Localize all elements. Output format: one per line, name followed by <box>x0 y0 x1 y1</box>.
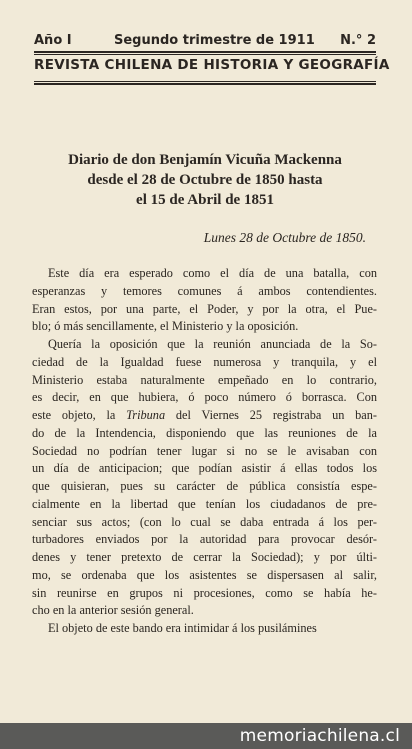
body-line: do de la Intendencia, disponiendo que las reuniones de la <box>32 425 377 440</box>
article-body <box>32 265 377 638</box>
header-rule-thin-top <box>34 54 376 55</box>
body-line: esperanzas y temores comunes á ambos contendientes. <box>32 283 377 298</box>
header-rule-thick-top <box>34 51 376 53</box>
body-line: Eran estos, por una parte, el Poder, y por la otra, el Pue- <box>32 301 377 316</box>
body-line: un día de anticipacion; que podían asistir á ellas todos los <box>32 461 377 476</box>
body-fragment: del Viernes 25 registraba un ban- <box>165 408 377 422</box>
header-rule-thin-bottom <box>34 81 376 82</box>
body-line: ciedad de la Igualdad fuese numerosa y tranquila, y el <box>32 354 377 369</box>
body-line: Quería la oposición que la reunión anunciada de la So- <box>48 337 377 351</box>
body-line: mo, se ordenaba que los asistentes se dispersasen al salir, <box>32 567 377 582</box>
body-line: Sociedad no podrían tener lugar si no se le avisaban con <box>32 443 377 458</box>
entry-dateline: Lunes 28 de Octubre de 1850. <box>203 230 366 245</box>
article-title-line-2: desde el 28 de Octubre de 1850 hasta <box>87 172 323 188</box>
article-title-line-1: Diario de don Benjamín Vicuña Mackenna <box>68 152 342 168</box>
body-line: sin reunirse en grupos ni procesiones, como se había he- <box>32 585 377 600</box>
body-line: es decir, en que hubiera, ó poco número ó borrasca. Con <box>32 390 377 405</box>
header-year: Año I <box>34 33 72 48</box>
body-line: Ministerio estaba naturalmente empeñado en lo contrario, <box>32 372 377 387</box>
running-header <box>34 30 376 52</box>
journal-title: REVISTA CHILENA DE HISTORIA Y GEOGRAFÍA <box>34 57 390 73</box>
article-title-line-3: el 15 de Abril de 1851 <box>136 192 274 208</box>
body-line: senciar sus actos; (con lo cual se daba entrada á los per- <box>32 514 377 529</box>
body-line-mixed <box>32 407 377 425</box>
header-period: Segundo trimestre de 1911 <box>114 33 315 48</box>
body-line: cho en la anterior sesión general. <box>32 603 194 618</box>
header-rule-thick-bottom <box>34 83 376 85</box>
body-line: El objeto de este bando era intimidar á los pusilámines <box>48 621 317 635</box>
body-line: turbadores enviados por la autoridad para provocar desór- <box>32 532 377 547</box>
header-number: N.° 2 <box>340 33 376 48</box>
body-line: cialmente en la libertad que tenían los ciudadanos de pre- <box>32 496 377 511</box>
body-line: que quisieran, pues su carácter de pública consistía espe- <box>32 479 377 493</box>
body-line: Este día era esperado como el día de una batalla, con <box>48 266 377 280</box>
footer-bar <box>0 723 412 749</box>
body-line: denes y tener pretexto de cerrar la Sociedad); y por últi- <box>32 550 377 564</box>
article-title <box>34 150 376 210</box>
body-fragment: este objeto, la <box>32 408 127 422</box>
site-watermark[interactable]: memoriachilena.cl <box>239 726 400 746</box>
body-italic-fragment: Tribuna <box>126 408 166 422</box>
body-line: blo; ó más sencillamente, el Ministerio y la oposición. <box>32 319 299 334</box>
